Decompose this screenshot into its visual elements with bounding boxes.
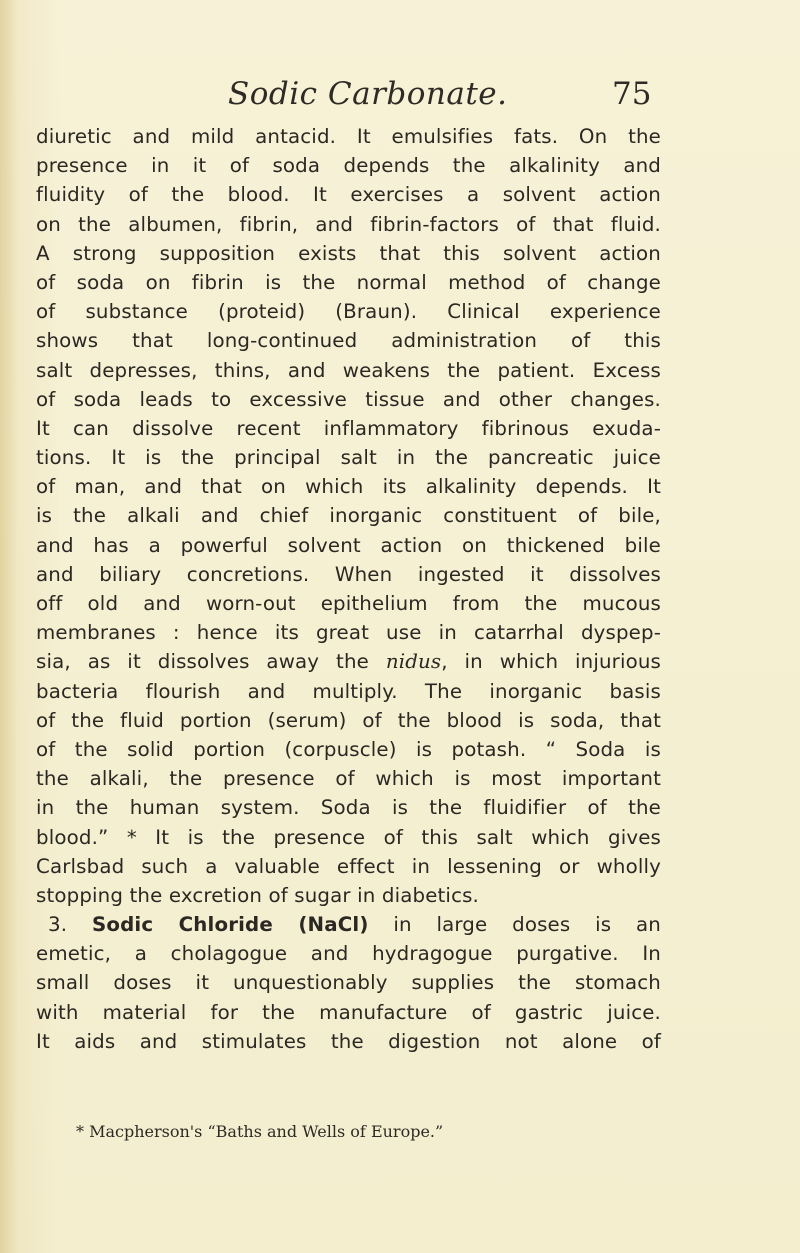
text-line: of soda on fibrin is the normal method of change xyxy=(36,270,661,294)
text-line: stopping the excretion of sugar in diabetics. xyxy=(36,883,479,907)
text-line: in the human system. Soda is the fluidifier of the xyxy=(36,796,661,820)
text-line: diuretic and mild antacid. It emulsifies fats. On the xyxy=(36,125,661,148)
page-header xyxy=(0,76,800,120)
text-line: Carlsbad such a valuable effect in lessening or wholly xyxy=(36,854,661,878)
text-line: of man, and that on which its alkalinity depends. It xyxy=(36,475,661,499)
text-line: shows that long-continued administration of this xyxy=(36,329,661,353)
text-line: of substance (proteid) (Braun). Clinical experience xyxy=(36,300,661,324)
text-line: salt depresses, thins, and weakens the patient. Excess xyxy=(36,358,661,382)
text-line: small doses it unquestionably supplies the stomach xyxy=(36,971,661,995)
text-line: tions. It is the principal salt in the pancreatic juice xyxy=(36,446,661,470)
text-line: fluidity of the blood. It exercises a solvent action xyxy=(36,183,661,207)
text-line: is the alkali and chief inorganic constituent of bile, xyxy=(36,504,661,528)
text-line: of the solid portion (corpuscle) is potash. “ Soda is xyxy=(36,737,661,761)
text-segment: in large doses is an xyxy=(368,913,661,937)
text-line-with-italic xyxy=(36,647,661,676)
section-number: 3. xyxy=(48,913,92,937)
page-number: 75 xyxy=(612,76,652,112)
text-segment: sia, as it dissolves away the xyxy=(36,650,386,674)
italic-term: nidus xyxy=(385,650,442,674)
text-segment: , in which injurious xyxy=(441,650,662,674)
page-edge-shading xyxy=(0,0,18,1253)
text-line: presence in it of soda depends the alkalinity and xyxy=(36,154,661,178)
running-head: Sodic Carbonate. xyxy=(228,76,508,112)
text-line: and biliary concretions. When ingested it dissolves xyxy=(36,562,661,586)
text-line: membranes : hence its great use in catarrhal dyspep- xyxy=(36,621,661,645)
text-line: It aids and stimulates the digestion not alone of xyxy=(36,1029,661,1053)
text-line: with material for the manufacture of gastric juice. xyxy=(36,1000,661,1024)
text-line: of soda leads to excessive tissue and other changes. xyxy=(36,387,661,411)
text-line: blood.” * It is the presence of this salt which gives xyxy=(36,825,661,849)
text-line: of the fluid portion (serum) of the blood is soda, that xyxy=(36,708,661,732)
footnote: * Macpherson's “Baths and Wells of Europe.” xyxy=(76,1122,444,1141)
text-line: emetic, a cholagogue and hydragogue purgative. In xyxy=(36,942,661,966)
main-text-block xyxy=(36,122,661,1056)
text-line: A strong supposition exists that this solvent action xyxy=(36,241,661,265)
text-line: off old and worn-out epithelium from the mucous xyxy=(36,592,661,615)
text-line: the alkali, the presence of which is most important xyxy=(36,767,661,791)
text-line: on the albumen, fibrin, and fibrin-factors of that fluid. xyxy=(36,212,661,236)
section-title: Sodic Chloride (NaCl) xyxy=(91,913,369,937)
text-line: bacteria flourish and multiply. The inorganic basis xyxy=(36,679,661,703)
text-line: and has a powerful solvent action on thickened bile xyxy=(36,533,661,557)
section-heading-line xyxy=(36,910,661,939)
text-line: It can dissolve recent inflammatory fibrinous exuda- xyxy=(36,416,661,440)
